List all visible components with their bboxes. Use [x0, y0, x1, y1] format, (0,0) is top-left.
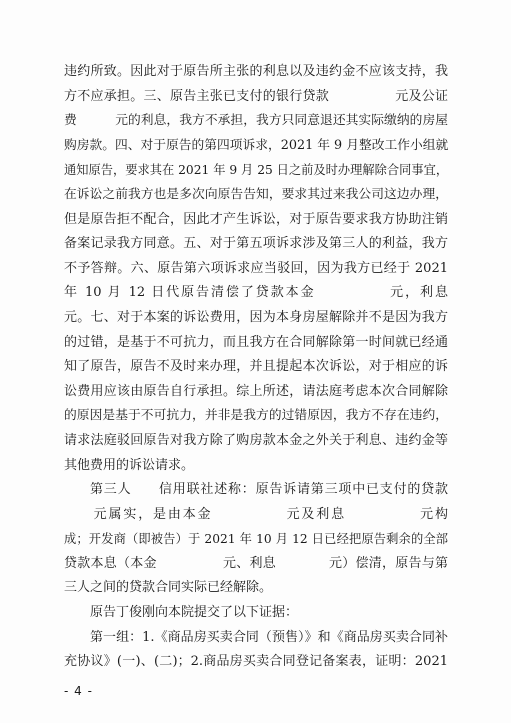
- text-line: 通知原告，要求其在 2021 年 9 月 25 日之前及时办理解除合同事宜，: [64, 163, 449, 178]
- document-body: [64, 60, 448, 675]
- text-line: 第三人 信用联社述称：原告诉请第三项中已支付的贷款: [90, 482, 448, 498]
- text-line: 备案记录我方同意。五、对于第五项诉求涉及第三人的利益，我方: [64, 236, 448, 252]
- text-line: 方不应承担。三、原告主张已支付的银行贷款 元及公证: [64, 88, 448, 104]
- text-line: 违约所致。因此对于原告所主张的利息以及违约金不应该支持，我: [64, 64, 448, 79]
- text-line: 第一组：1.《商品房买卖合同（预售）》和《商品房买卖合同补: [90, 629, 448, 645]
- text-line: 知了原告，原告不及时来办理，并且提起本次诉讼，对于相应的诉: [64, 359, 448, 375]
- text-line: 讼费用应该由原告自行承担。综上所述，请法庭考虑本次合同解除: [64, 383, 448, 399]
- text-line: 年 10 月 12 日代原告清偿了贷款本金 元，利息: [64, 285, 448, 301]
- text-line: 购房款。四、对于原告的第四项诉求，2021 年 9 月整改工作小组就: [64, 137, 449, 153]
- text-line: 三人之间的贷款合同实际已经解除。: [64, 580, 273, 596]
- text-line: 的原因是基于不可抗力，并非是我方的过错原因，我方不存在违约，: [64, 408, 448, 424]
- text-line: 费 元的利息，我方不承担，我方只同意退还其实际缴纳的房屋: [64, 113, 448, 129]
- page-number: - 4 -: [64, 684, 93, 698]
- text-line: 成；开发商（即被告）于 2021 年 10 月 12 日已经把原告剩余的全部: [64, 532, 448, 547]
- text-line: 请求法庭驳回原告对我方除了购房款本金之外关于利息、违约金等: [64, 432, 448, 448]
- text-line: 但是原告拒不配合，因此才产生诉讼，对于原告要求我方协助注销: [64, 211, 448, 227]
- text-line: 在诉讼之前我方也是多次向原告告知，要求其过来我公司这边办理，: [64, 186, 448, 202]
- text-line: 元属实，是由本金 元及利息 元构: [64, 506, 448, 522]
- text-line: 元。七、对于本案的诉讼费用，因为本身房屋解除并不是因为我方: [64, 309, 448, 325]
- text-line: 其他费用的诉讼请求。: [64, 457, 195, 473]
- text-line: 贷款本息（本金 元、利息 元）偿清，原告与第: [64, 555, 448, 571]
- text-line: 不予答辩。六、原告第六项诉求应当驳回，因为我方已经于 2021: [64, 260, 448, 276]
- text-line: 的过错，是基于不可抗力，而且我方在合同解除第一时间就已经通: [64, 334, 448, 350]
- text-line: 原告丁俊刚向本院提交了以下证据：: [90, 605, 299, 621]
- text-line: 充协议》(一)、(二)；2.商品房买卖合同登记备案表，证明：2021: [64, 654, 448, 670]
